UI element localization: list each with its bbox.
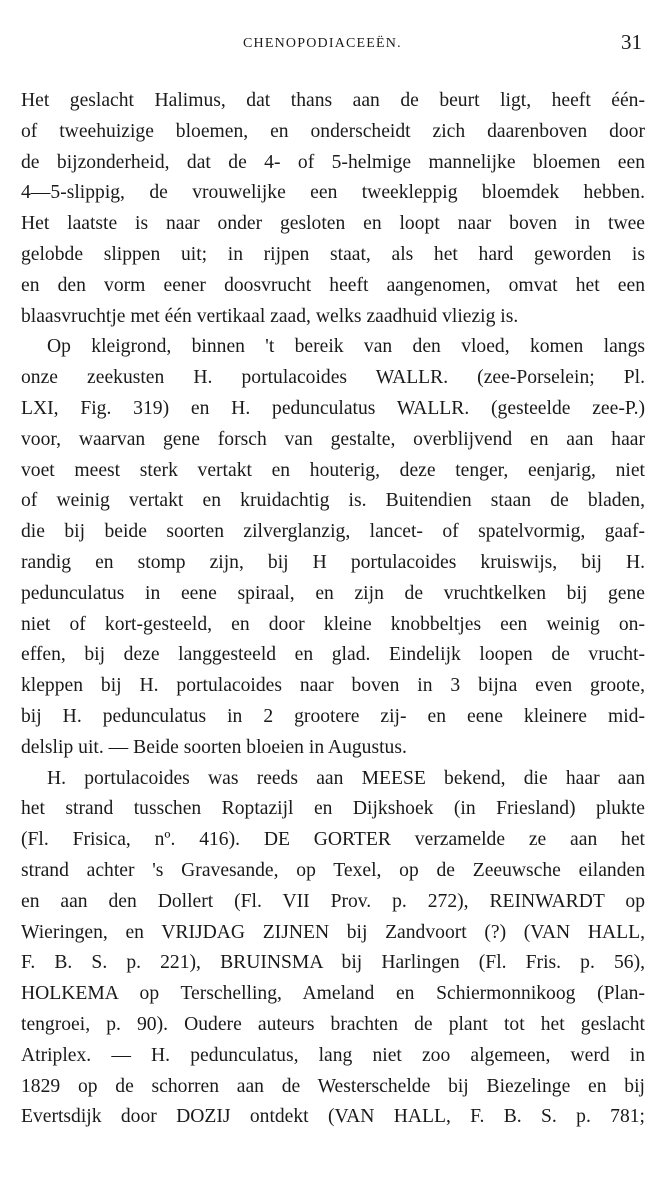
text-line: 1829 op de schorren aan de Westerschelde bij Biezelinge en bij: [21, 1075, 645, 1097]
text-line: het strand tusschen Roptazijl en Dijkshoek (in Friesland) plukte: [21, 798, 645, 820]
text-line: en den vorm eener doosvrucht heeft aangenomen, omvat het een: [21, 274, 645, 296]
text-line: Wieringen, en VRIJDAG ZIJNEN bij Zandvoort (?) (VAN HALL,: [21, 921, 645, 943]
text-line: F. B. S. p. 221), BRUINSMA bij Harlingen (Fl. Fris. p. 56),: [21, 952, 645, 974]
text-line: die bij beide soorten zilverglanzig, lancet- of spatelvormig, gaaf-: [21, 521, 645, 543]
text-line: strand achter 's Gravesande, op Texel, op de Zeeuwsche eilanden: [21, 859, 645, 881]
text-line: 4—5-slippig, de vrouwelijke een tweekleppig bloemdek hebben.: [21, 182, 645, 204]
page-header: [0, 30, 669, 60]
text-line: (Fl. Frisica, nº. 416). DE GORTER verzamelde ze aan het: [21, 829, 645, 851]
text-line: Het laatste is naar onder gesloten en loopt naar boven in twee: [21, 213, 645, 235]
text-line: of weinig vertakt en kruidachtig is. Buitendien staan de bladen,: [21, 490, 645, 512]
text-line: en aan den Dollert (Fl. VII Prov. p. 272), REINWARDT op: [21, 890, 645, 912]
text-line: HOLKEMA op Terschelling, Ameland en Schiermonnikoog (Plan-: [21, 983, 645, 1005]
text-line: Evertsdijk door DOZIJ ontdekt (VAN HALL, F. B. S. p. 781;: [21, 1106, 645, 1128]
text-line: pedunculatus in eene spiraal, en zijn de vruchtkelken bij gene: [21, 582, 645, 604]
text-line: randig en stomp zijn, bij H portulacoides kruiswijs, bij H.: [21, 551, 645, 573]
text-line: delslip uit. — Beide soorten bloeien in Augustus.: [21, 736, 407, 758]
text-line: Atriplex. — H. pedunculatus, lang niet zoo algemeen, werd in: [21, 1044, 645, 1066]
page-number: 31: [621, 30, 642, 54]
text-line: LXI, Fig. 319) en H. pedunculatus WALLR. (gesteelde zee-P.): [21, 397, 645, 419]
text-line: bij H. pedunculatus in 2 grootere zij- en eene kleinere mid-: [21, 705, 645, 727]
text-line: tengroei, p. 90). Oudere auteurs brachten de plant tot het geslacht: [21, 1013, 645, 1035]
text-line: of tweehuizige bloemen, en onderscheidt zich daarenboven door: [21, 120, 645, 142]
text-line: onze zeekusten H. portulacoides WALLR. (zee-Porselein; Pl.: [21, 367, 645, 389]
text-line: kleppen bij H. portulacoides naar boven in 3 bijna even groote,: [21, 675, 645, 697]
text-line: voet meest sterk vertakt en houterig, deze tenger, eenjarig, niet: [21, 459, 645, 481]
text-line: H. portulacoides was reeds aan MEESE bekend, die haar aan: [47, 767, 645, 789]
running-title: CHENOPODIACEEËN.: [243, 36, 402, 51]
text-line: effen, bij deze langgesteeld en glad. Eindelijk loopen de vrucht-: [21, 644, 645, 666]
text-line: Op kleigrond, binnen 't bereik van den vloed, komen langs: [47, 336, 645, 358]
text-line: de bijzonderheid, dat de 4- of 5-helmige mannelijke bloemen een: [21, 151, 645, 173]
text-line: gelobde slippen uit; in rijpen staat, als het hard geworden is: [21, 243, 645, 265]
text-line: niet of kort-gesteeld, en door kleine knobbeltjes een weinig on-: [21, 613, 645, 635]
text-line: Het geslacht Halimus, dat thans aan de beurt ligt, heeft één-: [21, 90, 645, 111]
body-text: [21, 86, 645, 1133]
text-line: voor, waarvan gene forsch van gestalte, overblijvend en aan haar: [21, 428, 645, 450]
text-line: blaasvruchtje met één vertikaal zaad, welks zaadhuid vliezig is.: [21, 305, 519, 327]
